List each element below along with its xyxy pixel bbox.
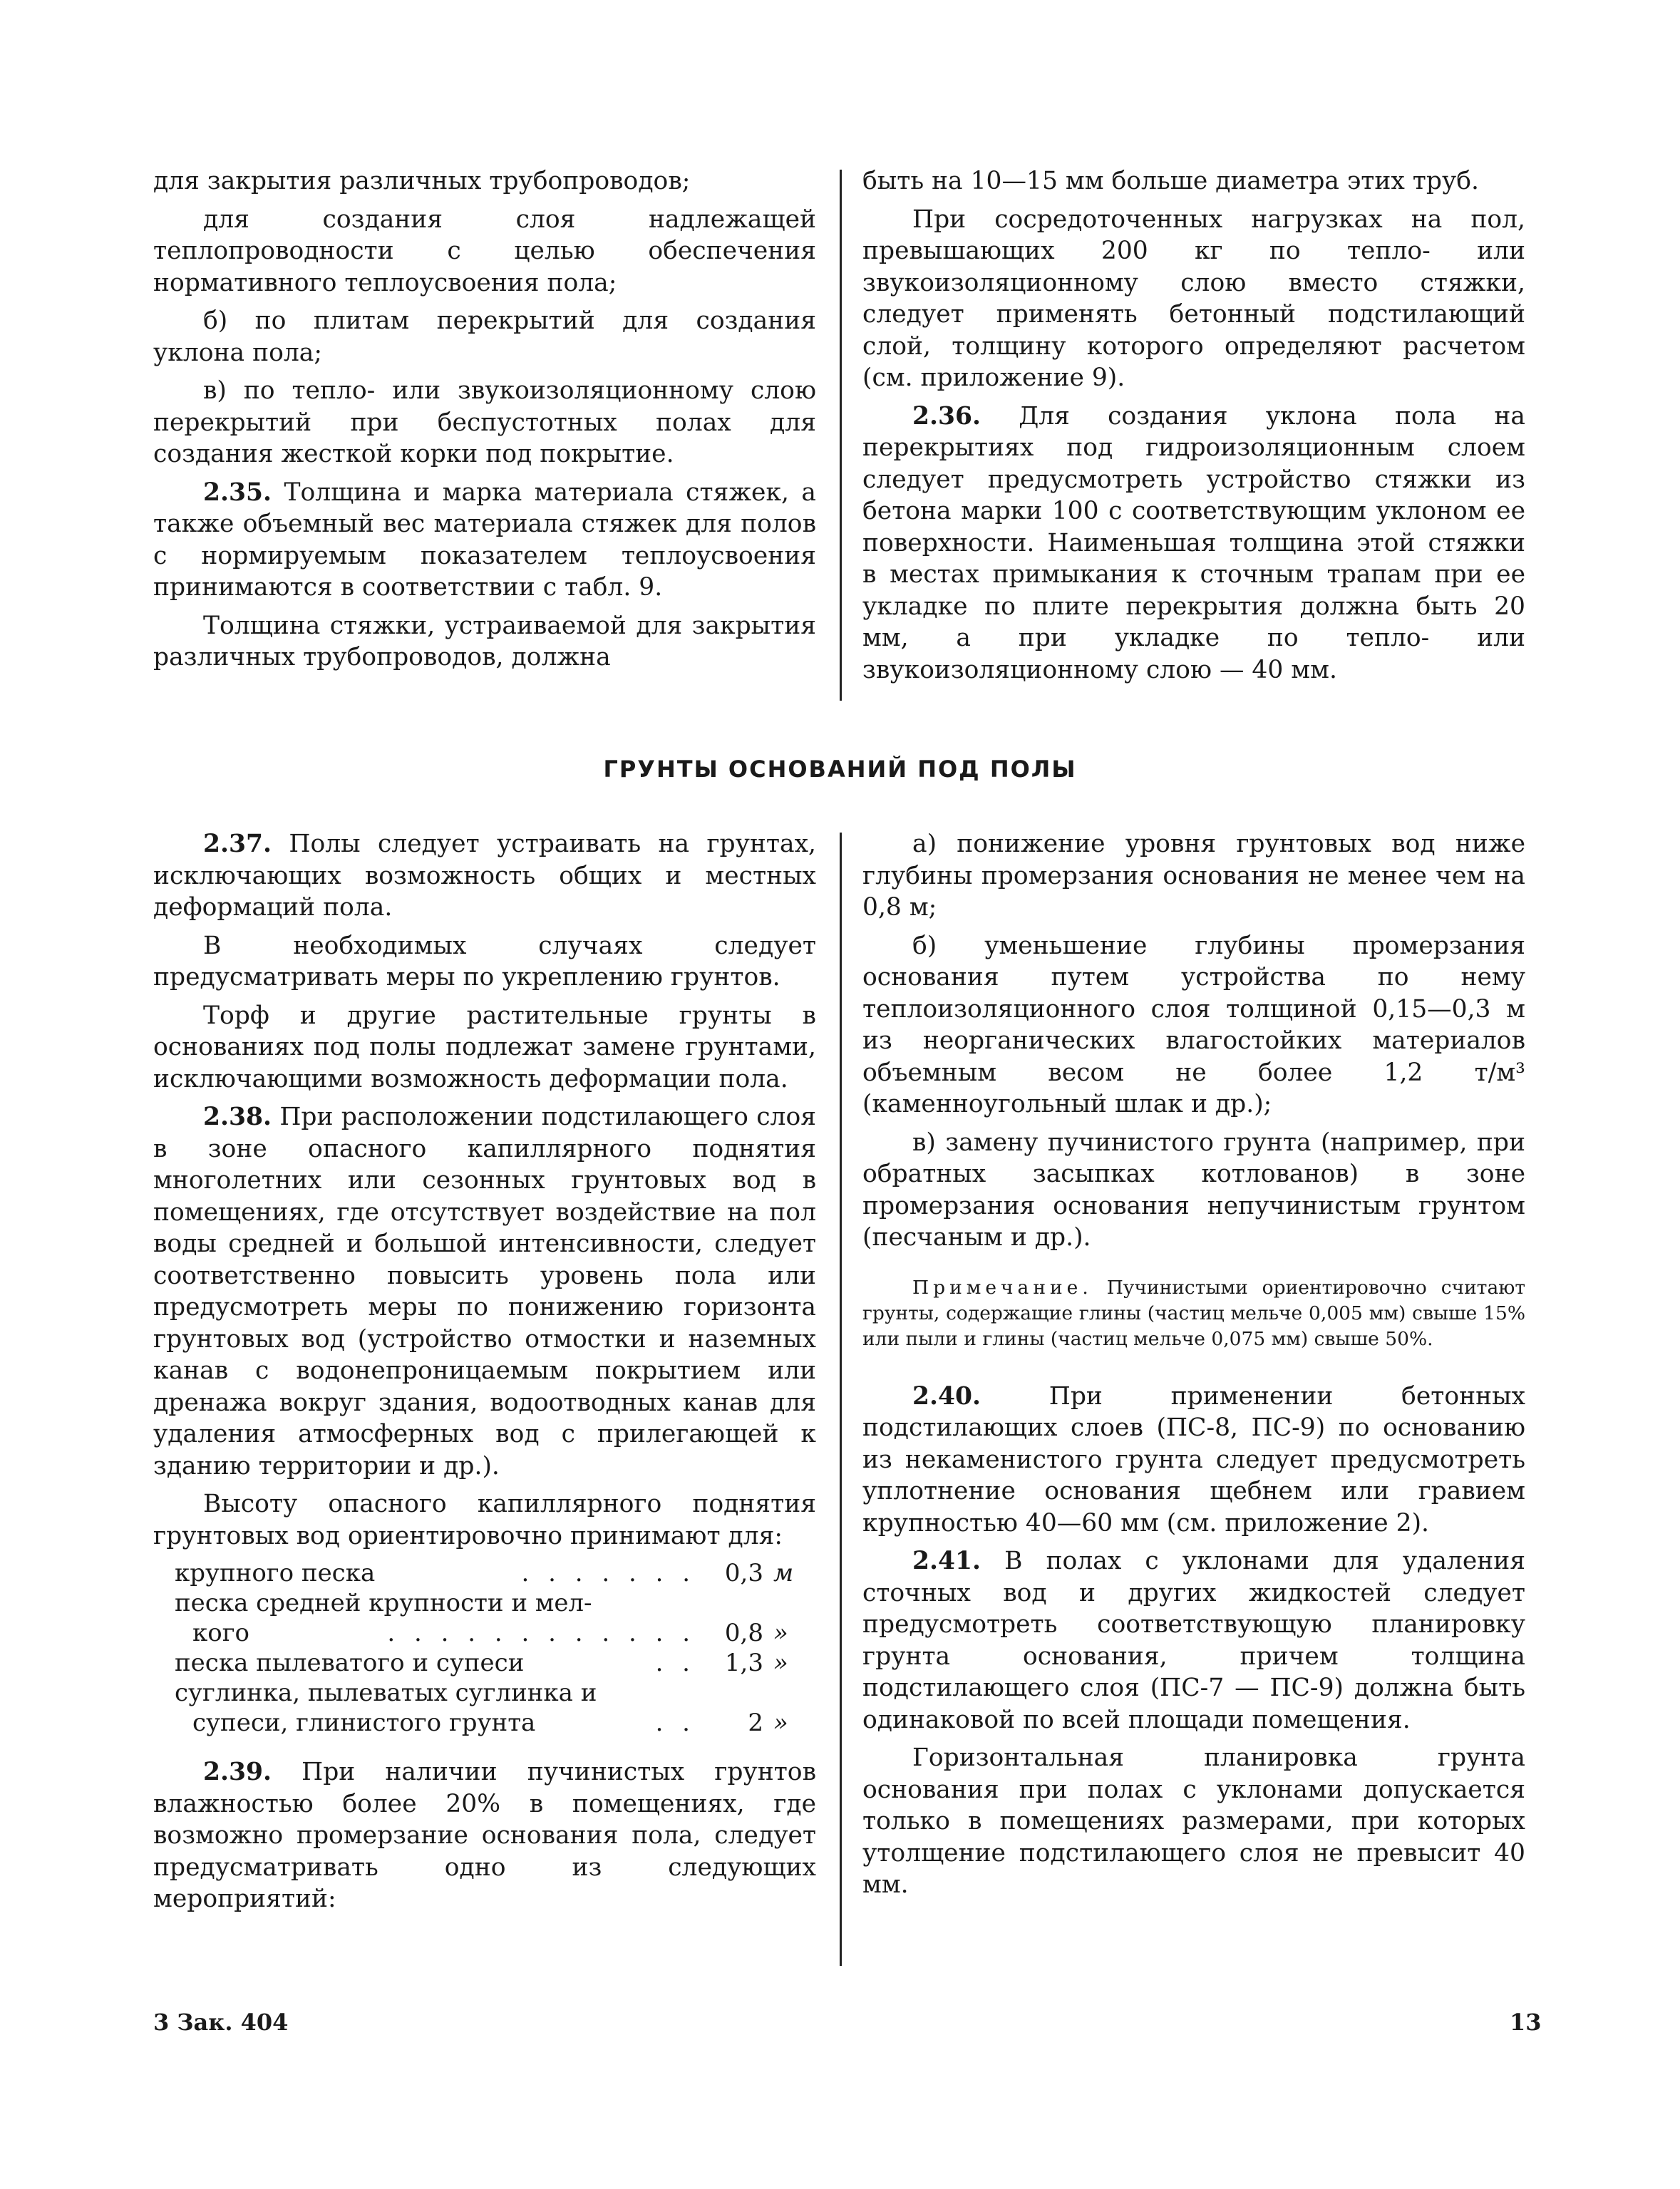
note-text: Пучинистыми ориентировочно считают грунты, содержащие глины (частиц мельче 0,005 мм) свыше 15% или пыли и глины (частиц мельче 0,075 мм) свыше 50%. <box>862 1276 1525 1350</box>
paragraph-2-37 <box>153 828 816 924</box>
table-row <box>153 1648 816 1678</box>
height-value: 0,8 <box>724 1619 763 1647</box>
paragraph-2-39 <box>153 1756 816 1915</box>
paragraph-2-40 <box>862 1381 1525 1540</box>
clause-number: 2.37. <box>203 830 272 858</box>
paragraph: В необходимых случаях следует предусматривать меры по укреплению грунтов. <box>153 931 816 992</box>
paragraph: Высоту опасного капиллярного поднятия грунтовых вод ориентировочно принимают для: <box>153 1490 816 1550</box>
table-row <box>153 1618 816 1648</box>
bottom-left-column <box>153 828 816 1922</box>
height-unit: » <box>773 1709 788 1737</box>
paragraph: Горизонтальная планировка грунта основания при полах с уклонами допускается только в помещениях размерами, при которых утолщение подстилающего слоя не превысит 40 мм. <box>862 1744 1525 1899</box>
note-label: Примечание. <box>912 1276 1093 1299</box>
table-row <box>153 1708 816 1738</box>
clause-text: При расположении подстилающего слоя в зоне опасного капиллярного поднятия многолетних или сезонных грунтовых вод в помещениях, где отсутствует воздействие на пол воды средней и большой интенсивности, следует соответственно повысить уровень пола или предусмотреть меры по понижению горизонта грунтовых вод (устройство отмостки и наземных канав с водонепроницаемым покрытием или дренажа вокруг здания, водоотводных канав для удаления атмосферных вод с прилегающей к зданию территории и др.). <box>153 1103 816 1480</box>
list-item: в) замену пучинистого грунта (например, при обратных засыпках котлованов) в зоне промерзания основания непучинистым грунтом (песчаным и др.). <box>862 1128 1525 1252</box>
paragraph: для создания слоя надлежащей теплопроводности с целью обеспечения нормативного теплоусвоения пола; <box>153 205 816 297</box>
column-divider-bottom <box>840 833 842 1966</box>
soil-name: кого <box>192 1619 250 1647</box>
clause-number: 2.41. <box>912 1547 981 1575</box>
paragraph-2-36 <box>862 401 1525 686</box>
paragraph: Толщина стяжки, устраиваемой для закрытия различных трубопроводов, должна <box>153 611 816 671</box>
paragraph-2-35 <box>153 477 816 604</box>
soil-name: песка пылеватого и супеси <box>175 1649 525 1677</box>
section-heading: ГРУНТЫ ОСНОВАНИЙ ПОД ПОЛЫ <box>603 756 1077 783</box>
leader-dots: . . <box>655 1709 696 1737</box>
list-item: а) понижение уровня грунтовых вод ниже глубины промерзания основания не менее чем на 0,8 м; <box>862 830 1525 922</box>
table-row <box>153 1588 816 1618</box>
clause-number: 2.35. <box>203 478 272 507</box>
paragraph: в) по тепло- или звукоизоляционному слою перекрытий при беспустотных полах для создания жесткой корки под покрытие. <box>153 376 816 468</box>
paragraph: При сосредоточенных нагрузках на пол, превышающих 200 кг по тепло- или звукоизоляционному слою вместо стяжки, следует применять бетонный подстилающий слой, толщину которого определяют расчетом (см. приложение 9). <box>862 205 1525 392</box>
height-unit: » <box>773 1619 788 1647</box>
height-value: 2 <box>748 1709 763 1737</box>
paragraph: Торф и другие растительные грунты в основаниях под полы подлежат замене грунтами, исключающими возможность деформации пола. <box>153 1001 816 1093</box>
bottom-right-column <box>862 828 1525 1907</box>
clause-number: 2.38. <box>203 1103 272 1131</box>
top-right-column <box>862 165 1525 692</box>
soil-name: супеси, глинистого грунта <box>192 1709 536 1737</box>
clause-number: 2.36. <box>912 401 981 431</box>
soil-name: песка средней крупности и мел- <box>175 1589 592 1617</box>
soil-name: крупного песка <box>175 1559 376 1587</box>
page-number: 13 <box>1510 2009 1542 2036</box>
leader-dots: . . . . . . . . . . . . <box>387 1619 696 1647</box>
column-divider-top <box>840 170 842 701</box>
paragraph: быть на 10—15 мм больше диаметра этих труб. <box>862 167 1479 195</box>
table-row <box>153 1678 816 1708</box>
clause-number: 2.39. <box>203 1758 272 1786</box>
paragraph-2-38 <box>153 1101 816 1482</box>
paragraph: для закрытия различных трубопроводов; <box>153 167 691 195</box>
soil-name: суглинка, пылеватых суглинка и <box>175 1679 597 1707</box>
leader-dots: . . . . . . . <box>521 1559 696 1587</box>
height-value: 1,3 <box>724 1649 763 1677</box>
height-unit: м <box>773 1559 794 1587</box>
paragraph: б) по плитам перекрытий для создания уклона пола; <box>153 307 816 367</box>
footer-order-number: 3 Зак. 404 <box>153 2009 289 2036</box>
clause-number: 2.40. <box>912 1381 981 1411</box>
leader-dots: . . <box>655 1649 696 1677</box>
clause-text: Толщина и марка материала стяжек, а также объемный вес материала стяжек для полов с нормируемым показателем теплоусвоения принимаются в соответствии с табл. 9. <box>153 478 816 602</box>
clause-text: При наличии пучинистых грунтов влажностью более 20% в помещениях, где возможно промерзание основания пола, следует предусматривать одно из следующих мероприятий: <box>153 1758 816 1913</box>
note <box>862 1275 1525 1352</box>
clause-text: Полы следует устраивать на грунтах, исключающих возможность общих и местных деформаций пола. <box>153 830 816 922</box>
capillary-height-table <box>153 1558 816 1738</box>
list-item: б) уменьшение глубины промерзания основания путем устройства по нему теплоизоляционного слоя толщиной 0,15—0,3 м из неорганических влагостойких материалов объемным весом не более 1,2 т/м³ (каменноугольный шлак и др.); <box>862 931 1525 1118</box>
height-value: 0,3 <box>724 1559 763 1587</box>
table-row <box>153 1558 816 1588</box>
clause-text: При применении бетонных подстилающих слоев (ПС-8, ПС-9) по основанию из некаменистого грунта следует предусмотреть уплотнение основания щебнем или гравием крупностью 40—60 мм (см. приложение 2). <box>862 1381 1525 1538</box>
height-unit: » <box>773 1649 788 1677</box>
clause-text: В полах с уклонами для удаления сточных вод и других жидкостей следует предусмотреть соответствующую планировку грунта основания, причем толщина подстилающего слоя (ПС-7 — ПС-9) должна быть одинаковой по всей площади помещения. <box>862 1547 1525 1734</box>
top-left-column <box>153 165 816 680</box>
clause-text: Для создания уклона пола на перекрытиях под гидроизоляционным слоем следует предусмотреть устройство стяжки из бетона марки 100 с соответствующим уклоном ее поверхности. Наименьшая толщина этой стяжки в местах примыкания к сточным трапам при ее укладке по плите перекрытия должна быть 20 мм, а при укладке по тепло- или звукоизоляционному слою — 40 мм. <box>862 401 1525 684</box>
paragraph-2-41 <box>862 1545 1525 1736</box>
